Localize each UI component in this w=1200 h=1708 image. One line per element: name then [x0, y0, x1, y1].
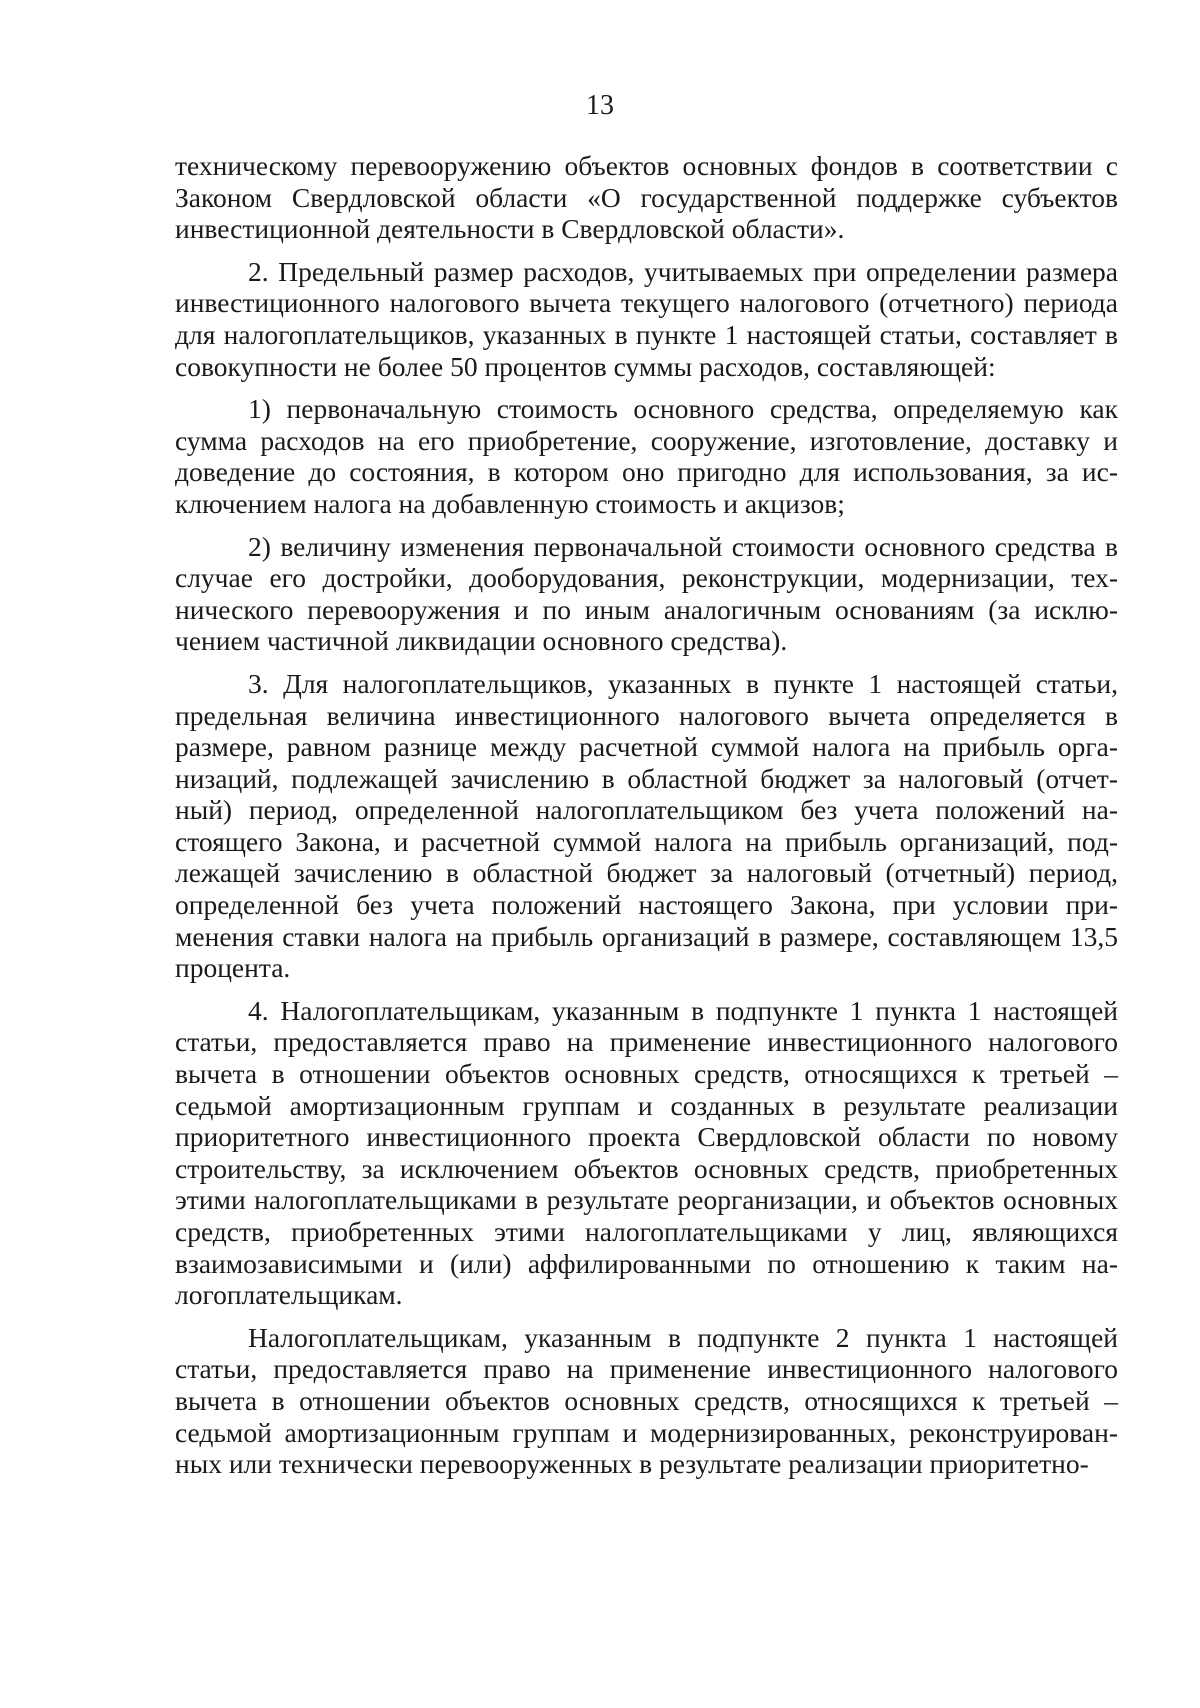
paragraph-item-2-2: 2) величину изменения первоначальной стоимости основного средства в случае его достройки, дооборудования, реконструкции, модернизации, технического перевооружения и по иным аналогичным основаниям (за исключением частичной ликвидации основного средства). [175, 530, 1118, 657]
page-number: 13 [586, 90, 614, 121]
paragraph-item-3: 3. Для налогоплательщиков, указанных в пункте 1 настоящей статьи, предельная величина инвестиционного налогового вычета определяется в размере, равном разнице между расчетной суммой налога на прибыль организаций, подлежащей зачислению в областной бюджет за налоговый (отчетный) период, определенной налогоплательщиком без учета положений настоящего Закона, и расчетной суммой налога на прибыль организаций, подлежащей зачислению в областной бюджет за налоговый (отчетный) период, определенной без учета положений настоящего Закона, при условии применения ставки налога на прибыль организаций в размере, составляющем 13,5 процента. [175, 667, 1118, 984]
paragraph-item-4-second: Налогоплательщикам, указанным в подпункте 2 пункта 1 настоящей статьи, предоставляется право на применение инвестиционного налогового вычета в отношении объектов основных средств, относящихся к третьей – седьмой амортизационным группам и модернизированных, реконструированных или технически перевооруженных в результате реализации приоритетно- [175, 1321, 1118, 1480]
document-body [175, 150, 1118, 1491]
paragraph-continuation: техническому перевооружению объектов основных фондов в соответствии с Законом Свердловской области «О государственной поддержке субъектов инвестиционной деятельности в Свердловской области». [175, 150, 1118, 245]
paragraph-item-2: 2. Предельный размер расходов, учитываемых при определении размера инвестиционного налогового вычета текущего налогового (отчетного) периода для налогоплательщиков, указанных в пункте 1 настоящей статьи, составляет в совокупности не более 50 процентов суммы расходов, составляющей: [175, 255, 1118, 382]
paragraph-item-4: 4. Налогоплательщикам, указанным в подпункте 1 пункта 1 настоящей статьи, предоставляется право на применение инвестиционного налогового вычета в отношении объектов основных средств, относящихся к третьей – седьмой амортизационным группам и созданных в результате реализации приоритетного инвестиционного проекта Свердловской области по новому строительству, за исключением объектов основных средств, приобретенных этими налогоплательщиками в результате реорганизации, и объектов основных средств, приобретенных этими налогоплательщиками у лиц, являющихся взаимозависимыми и (или) аффилированными по отношению к таким налогоплательщикам. [175, 994, 1118, 1311]
paragraph-item-2-1: 1) первоначальную стоимость основного средства, определяемую как сумма расходов на его приобретение, сооружение, изготовление, доставку и доведение до состояния, в котором оно пригодно для использования, за исключением налога на добавленную стоимость и акцизов; [175, 393, 1118, 519]
